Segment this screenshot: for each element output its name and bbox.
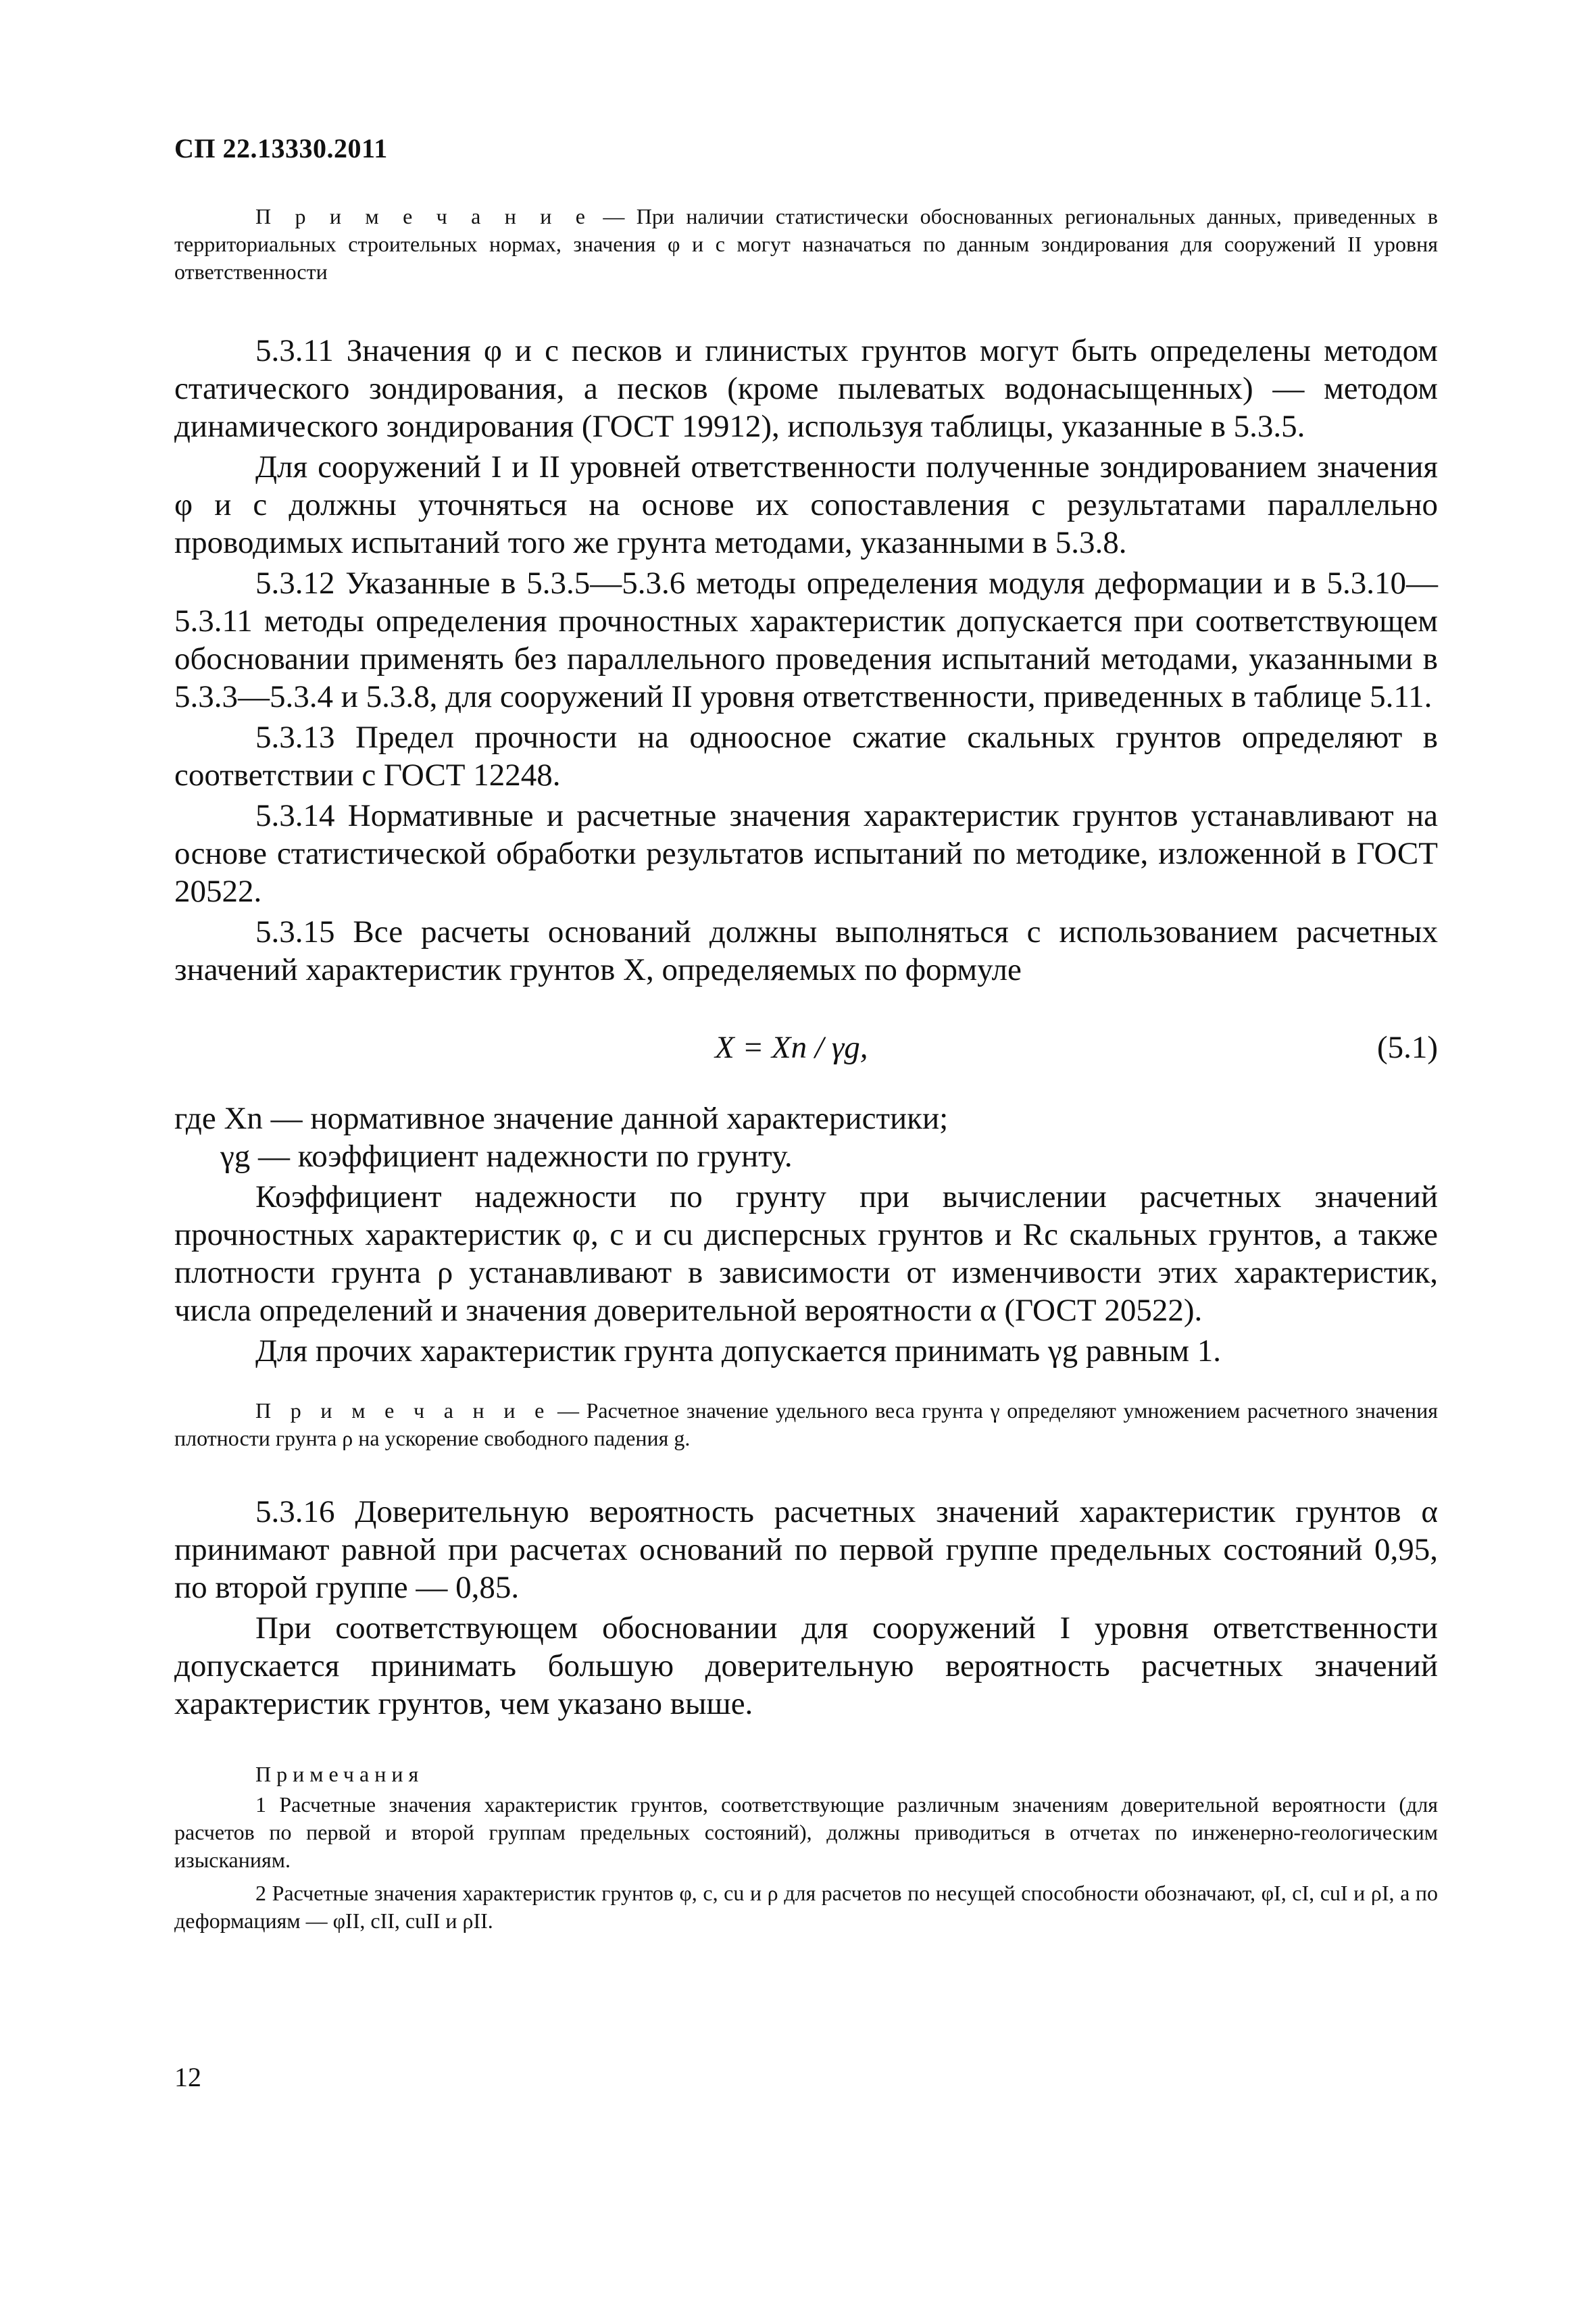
notes-item-2: 2 Расчетные значения характеристик грунтов φ, c, cu и ρ для расчетов по несущей способности обозначают, φI, cI, cuI и ρI, а по деформациям — φII, cII, cuII и ρII. [174, 1881, 1439, 1933]
document-code: СП 22.13330.2011 [174, 133, 388, 164]
formula-number: (5.1) [1376, 1030, 1438, 1065]
paragraph-5-3-16-continued: При соответствующем обосновании для сооружений I уровня ответственности допускается принимать большую доверительную вероятность расчетных значений характеристик грунтов, чем указано выше. [174, 1610, 1438, 1721]
paragraph-5-3-11: 5.3.11 Значения φ и c песков и глинистых грунтов могут быть определены методом статического зондирования, а песков (кроме пылеватых водонасыщенных) — методом динамического зондирования (ГОСТ 19912), используя таблицы, указанные в 5.3.5. [174, 333, 1438, 444]
notes-title: Примечания [255, 1762, 424, 1786]
paragraph-5-3-13: 5.3.13 Предел прочности на одноосное сжатие скальных грунтов определяют в соответствии с ГОСТ 12248. [174, 720, 1438, 793]
where-line-1: где Xn — нормативное значение данной характеристики; [174, 1101, 949, 1136]
note-text: — Расчетное значение удельного веса грунта γ определяют умножением расчетного значения плотности грунта ρ на ускорение свободного падения g. [174, 1398, 1439, 1450]
paragraph-coefficient: Коэффициент надежности по грунту при вычислении расчетных значений прочностных характеристик φ, c и cu дисперсных грунтов и Rc скальных грунтов, а также плотности грунта ρ устанавливают в зависимости от изменчивости этих характеристик, числа определений и значения доверительной вероятности α (ГОСТ 20522). [174, 1179, 1438, 1328]
where-line-2: γg — коэффициент надежности по грунту. [220, 1139, 793, 1174]
note-text: — При наличии статистически обоснованных региональных данных, приведенных в территориальных строительных нормах, значения φ и c могут назначаться по данным зондирования для сооружений II уровня ответственности [174, 204, 1439, 284]
formula-row [174, 1016, 1438, 1090]
paragraph-5-3-14: 5.3.14 Нормативные и расчетные значения характеристик грунтов устанавливают на основе статистической обработки результатов испытаний по методике, изложенной в ГОСТ 20522. [174, 798, 1438, 909]
note-label: П р и м е ч а н и е [255, 1398, 551, 1423]
paragraph-other-characteristics: Для прочих характеристик грунта допускается принимать γg равным 1. [255, 1333, 1221, 1369]
page-number: 12 [174, 2062, 201, 2092]
notes-block [174, 1761, 1438, 1935]
formula-expression: X = Xn / γg, [715, 1030, 868, 1065]
notes-item-1: 1 Расчетные значения характеристик грунтов, соответствующие различным значениям доверительной вероятности (для расчетов по первой и второй группам предельных состояний), должны приводиться в отчетах по инженерно-геологическим изысканиям. [174, 1792, 1438, 1872]
paragraph-5-3-12: 5.3.12 Указанные в 5.3.5—5.3.6 методы определения модуля деформации и в 5.3.10—5.3.11 методы определения прочностных характеристик допускается при соответствующем обосновании применять без параллельного проведения испытаний методами, указанными в 5.3.3—5.3.4 и 5.3.8, для сооружений II уровня ответственности, приведенных в таблице 5.11. [174, 566, 1438, 714]
page-content [174, 203, 1438, 1940]
paragraph-5-3-16: 5.3.16 Доверительную вероятность расчетных значений характеристик грунтов α принимают равной при расчетах оснований по первой группе предельных состояний 0,95, по второй группе — 0,85. [174, 1494, 1438, 1605]
paragraph-5-3-11-continued: Для сооружений I и II уровней ответственности полученные зондированием значения φ и c должны уточняться на основе их сопоставления с результатами параллельно проводимых испытаний того же грунта методами, указанными в 5.3.8. [174, 449, 1438, 560]
note-top [174, 203, 1438, 286]
paragraph-5-3-15: 5.3.15 Все расчеты оснований должны выполняться с использованием расчетных значений характеристик грунтов X, определяемых по формуле [174, 914, 1438, 987]
note-label: П р и м е ч а н и е [255, 204, 591, 228]
note-unit-weight [174, 1397, 1438, 1452]
